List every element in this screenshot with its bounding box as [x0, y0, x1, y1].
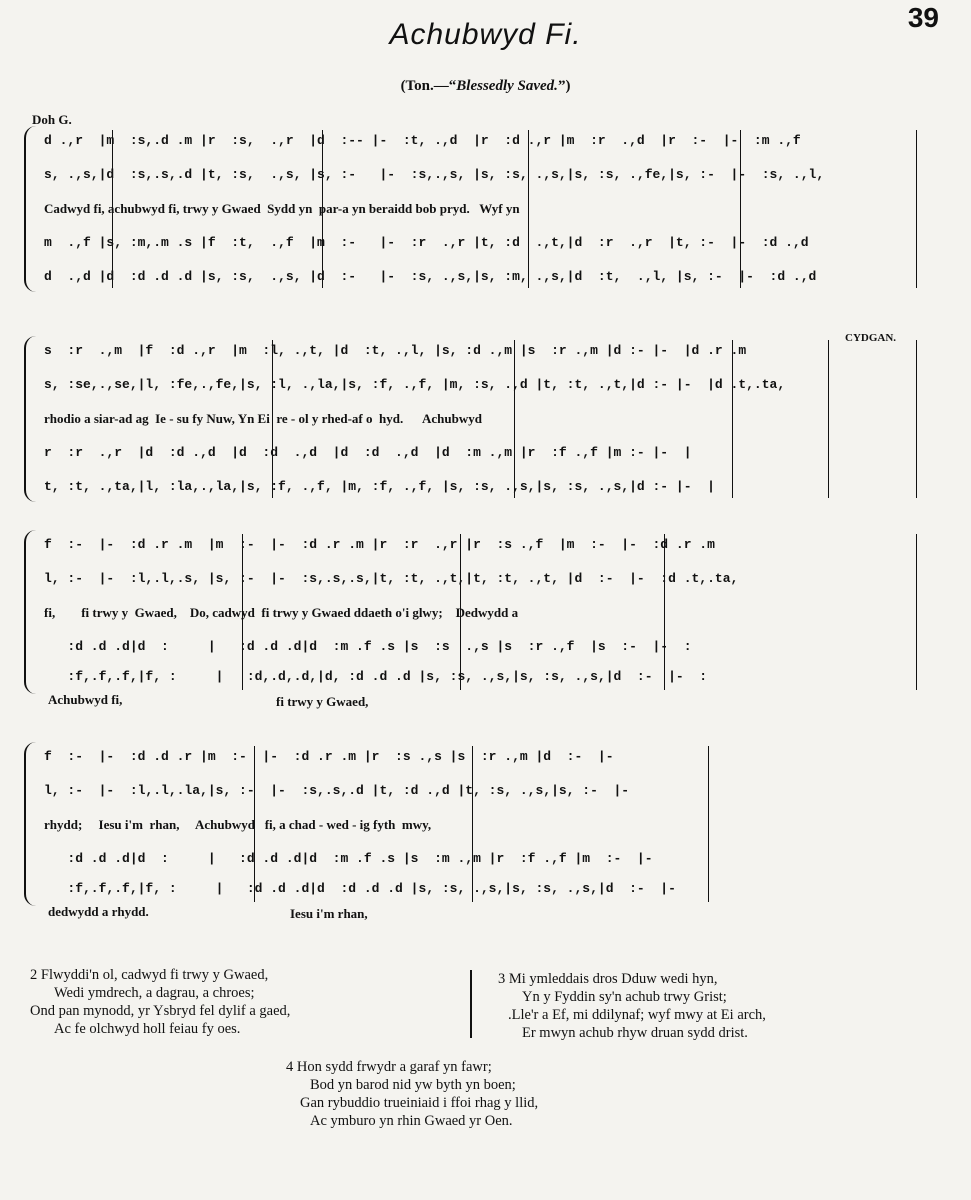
tune-name: Blessedly Saved.	[456, 78, 558, 94]
tenor-part: m .,f |s, :m,.m .s |f :t, .,f |m :- |- :r .,r |t, :d .,t,|d :r .,r |t, :- |- :d .,d	[44, 235, 809, 250]
verse-line: Wedi ymdrech, a dagrau, a chroes;	[54, 985, 255, 1001]
system-brace	[24, 530, 38, 694]
verse-3	[498, 970, 766, 1042]
verse-line: .Lle'r a Ef, mi ddilynaf; wyf mwy at Ei arch,	[508, 1007, 766, 1023]
soprano-part: f :- |- :d .r .m |m :- |- :d .r .m |r :r .,r |r :s .,f |m :- |- :d .r .m	[44, 537, 715, 552]
alto-part: l, :- |- :l,.l,.s, |s, :- |- :s,.s,.s,|t, :t, .,t,|t, :t, .,t, |d :- |- :d .t,.ta,	[44, 571, 739, 586]
hymn-title: Achubwyd Fi.	[389, 18, 582, 51]
music-system-3	[28, 530, 920, 720]
tune-prefix: (Ton.—“	[400, 78, 457, 94]
tune-line	[0, 78, 971, 95]
alto-part: s, :se,.,se,|l, :fe,.,fe,|s, :l, .,la,|s, :f, .,f, |m, :s, .,d |t, :t, .,t,|d :- |- |d .t,.ta,	[44, 377, 786, 392]
verse-line: 4 Hon sydd frwydr a garaf yn fawr;	[286, 1059, 492, 1075]
soprano-part: f :- |- :d .d .r |m :- |- :d .r .m |r :s .,s |s :r .,m |d :- |-	[44, 749, 614, 764]
verse-divider	[470, 970, 472, 1038]
alto-part: l, :- |- :l,.l,.la,|s, :- |- :s,.s,.d |t, :d .,d |t, :s, .,s,|s, :- |-	[44, 783, 630, 798]
bass-part: d .,d |d :d .d .d |s, :s, .,s, |d :- |- :s, .,s,|s, :m, .,s,|d :t, .,l, |s, :- |- :d .,d	[44, 269, 817, 284]
soprano-part: s :r .,m |f :d .,r |m :l, .,t, |d :t, .,l, |s, :d .,m |s :r .,m |d :- |- |d .r .m	[44, 343, 747, 358]
verse-line: Ond pan mynodd, yr Ysbryd fel dylif a gaed,	[30, 1003, 291, 1019]
verse-2	[30, 966, 290, 1038]
verse-line: 2 Flwyddi'n ol, cadwyd fi trwy y Gwaed,	[30, 967, 269, 983]
tenor-part: :d .d .d|d : | :d .d .d|d :m .f .s |s :s .,s |s :r .,f |s :- |- :	[44, 639, 692, 654]
music-system-4	[28, 742, 920, 932]
system-brace	[24, 742, 38, 906]
verse-4	[286, 1058, 538, 1130]
lower-lyric: dedwydd a rhydd.	[48, 904, 149, 919]
verse-line: Er mwyn achub rhyw druan sydd drist.	[522, 1025, 748, 1041]
tune-suffix: ”)	[557, 78, 571, 94]
bass-part: t, :t, .,ta,|l, :la,.,la,|s, :f, .,f, |m, :f, .,f, |s, :s, .,s,|s, :s, .,s,|d :- |- |	[44, 479, 715, 494]
lyric-line: Cadwyd fi, achubwyd fi, trwy y Gwaed Sydd yn par-a yn beraidd bob pryd. Wyf yn	[44, 201, 520, 216]
verse-line: Ac ymburo yn rhin Gwaed yr Oen.	[310, 1113, 513, 1129]
key-signature: Doh G.	[32, 112, 72, 127]
bass-part: :f,.f,.f,|f, : | :d,.d,.d,|d, :d .d .d |s, :s, .,s,|s, :s, .,s,|d :- |- :	[44, 669, 708, 684]
music-system-2	[28, 336, 920, 502]
tenor-part: :d .d .d|d : | :d .d .d|d :m .f .s |s :m .,m |r :f .,f |m :- |-	[44, 851, 653, 866]
verse-line: 3 Mi ymleddais dros Dduw wedi hyn,	[498, 971, 718, 987]
tenor-part: r :r .,r |d :d .,d |d :d .,d |d :d .,d |d :m .,m |r :f .,f |m :- |- |	[44, 445, 692, 460]
system-brace	[24, 126, 38, 292]
verse-line: Bod yn barod nid yw byth yn boen;	[310, 1077, 516, 1093]
page-number: 39	[907, 2, 939, 33]
lower-lyric: Iesu i'm rhan,	[290, 906, 368, 921]
lyric-line: rhydd; Iesu i'm rhan, Achubwyd fi, a chad - wed - ig fyth mwy,	[44, 817, 432, 832]
chorus-label: CYDGAN.	[845, 332, 897, 344]
system-brace	[24, 336, 38, 502]
lyric-line: rhodio a siar-ad ag Ie - su fy Nuw, Yn Ei re - ol y rhed-af o hyd. Achubwyd	[44, 411, 482, 426]
lower-lyric: Achubwyd fi,	[48, 692, 123, 707]
bass-part: :f,.f,.f,|f, : | :d .d .d|d :d .d .d |s, :s, .,s,|s, :s, .,s,|d :- |-	[44, 881, 676, 896]
soprano-part: d .,r |m :s,.d .m |r :s, .,r |d :-- |- :t, .,d |r :d .,r |m :r .,d |r :- |- :m .,f	[44, 133, 801, 148]
music-system-1	[28, 126, 920, 292]
verse-line: Gan rybuddio trueiniaid i ffoi rhag y llid,	[300, 1095, 539, 1111]
alto-part: s, .,s,|d :s,.s,.d |t, :s, .,s, |s, :- |- :s,.,s, |s, :s, .,s,|s, :s, .,fe,|s, :- |- :s, .,l,	[44, 167, 825, 182]
lower-lyric: fi trwy y Gwaed,	[276, 694, 369, 709]
lyric-line: fi, fi trwy y Gwaed, Do, cadwyd fi trwy y Gwaed ddaeth o'i glwy; Dedwydd a	[44, 605, 519, 620]
verse-line: Yn y Fyddin sy'n achub trwy Grist;	[522, 989, 727, 1005]
verse-line: Ac fe olchwyd holl feiau fy oes.	[54, 1021, 241, 1037]
